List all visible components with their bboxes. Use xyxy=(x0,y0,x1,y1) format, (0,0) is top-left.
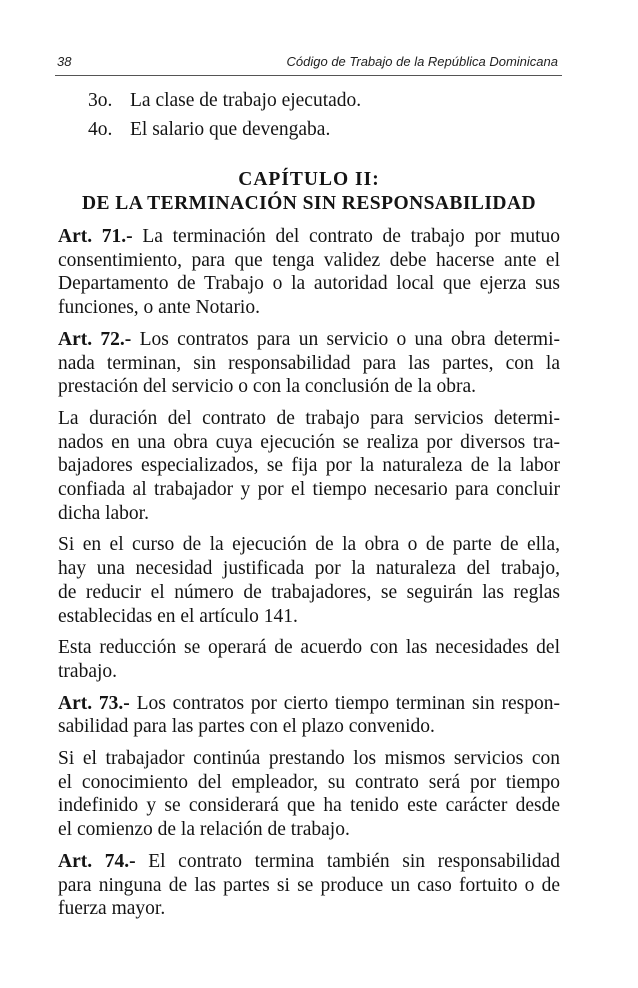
text-line: Si en el curso de la ejecución de la obra o de parte de ella, xyxy=(58,534,560,556)
chapter-number: CAPÍTULO II: xyxy=(238,169,380,190)
text-line-content: Los contratos por cierto tiempo terminan sin respon- xyxy=(136,692,560,714)
text-line xyxy=(58,692,560,716)
article-paragraph xyxy=(58,328,560,399)
page-body xyxy=(58,86,560,921)
text-line: dicha labor. xyxy=(58,502,149,524)
text-line: indefinido y se considerará que ha tenido este carácter desde xyxy=(58,795,560,817)
text-line: prestación del servicio o con la conclusión de la obra. xyxy=(58,376,477,398)
list-marker: 4o. xyxy=(88,119,113,140)
text-line: de reducir el número de trabajadores, se seguirán las reglas xyxy=(58,581,560,603)
text-line: fuerza mayor. xyxy=(58,898,166,920)
article-number: Art. 71.- xyxy=(58,226,133,247)
running-header xyxy=(57,53,558,71)
paragraph xyxy=(58,407,560,526)
list-item xyxy=(58,115,560,144)
text-line: Si el trabajador continúa prestando los mismos servicios con xyxy=(58,748,560,770)
paragraph xyxy=(58,533,560,628)
text-line: bajadores especializados, se fija por la naturaleza de la labor xyxy=(58,455,560,477)
text-line xyxy=(58,225,560,249)
text-line: para ninguna de las partes si se produce un caso fortuito o de xyxy=(58,874,560,896)
header-rule xyxy=(55,75,562,76)
text-line-content: La terminación del contrato de trabajo por mutuo xyxy=(142,226,561,247)
list-marker: 3o. xyxy=(88,90,113,111)
article-number: Art. 73.- xyxy=(58,692,130,714)
list-item-text: El salario que devengaba. xyxy=(130,119,331,140)
text-line xyxy=(58,328,560,352)
paragraph xyxy=(58,636,560,683)
text-line: Esta reducción se operará de acuerdo con las necesidades del xyxy=(58,637,560,659)
text-line: nada terminan, sin responsabilidad para las partes, con la xyxy=(58,352,560,374)
text-line-content: Los contratos para un servicio o una obra determi- xyxy=(139,328,560,350)
text-line: establecidas en el artículo 141. xyxy=(58,605,298,627)
text-line: el conocimiento del empleador, su contrato será por tiempo xyxy=(58,771,560,793)
article-number: Art. 72.- xyxy=(58,328,132,350)
text-line: el comienzo de la relación de trabajo. xyxy=(58,819,350,841)
text-line: Departamento de Trabajo o la autoridad local que ejerza sus xyxy=(58,273,560,295)
article-number: Art. 74.- xyxy=(58,850,136,872)
list-item-text: La clase de trabajo ejecutado. xyxy=(130,90,362,111)
paragraph xyxy=(58,747,560,842)
text-line: sabilidad para las partes con el plazo convenido. xyxy=(58,716,435,738)
text-line: nados en una obra cuya ejecución se realiza por diversos tra- xyxy=(58,431,560,453)
text-line xyxy=(58,850,560,874)
text-line: trabajo. xyxy=(58,660,118,682)
text-line: hay una necesidad justificada por la naturaleza del trabajo, xyxy=(58,558,560,580)
text-line: confiada al trabajador y por el tiempo necesario para concluir xyxy=(58,479,560,501)
chapter-title: DE LA TERMINACIÓN SIN RESPONSABILIDAD xyxy=(81,193,537,214)
article-paragraph xyxy=(58,225,560,320)
article-paragraph xyxy=(58,850,560,921)
running-title: Código de Trabajo de la República Dominicana xyxy=(286,54,558,69)
page-number: 38 xyxy=(57,54,72,69)
list-item xyxy=(58,86,560,115)
text-line: La duración del contrato de trabajo para servicios determi- xyxy=(58,407,560,429)
text-line: consentimiento, para que tenga validez debe hacerse ante el xyxy=(58,249,560,271)
text-line: funciones, o ante Notario. xyxy=(58,297,260,319)
text-line-content: El contrato termina también sin responsabilidad xyxy=(148,850,561,872)
article-paragraph xyxy=(58,692,560,739)
